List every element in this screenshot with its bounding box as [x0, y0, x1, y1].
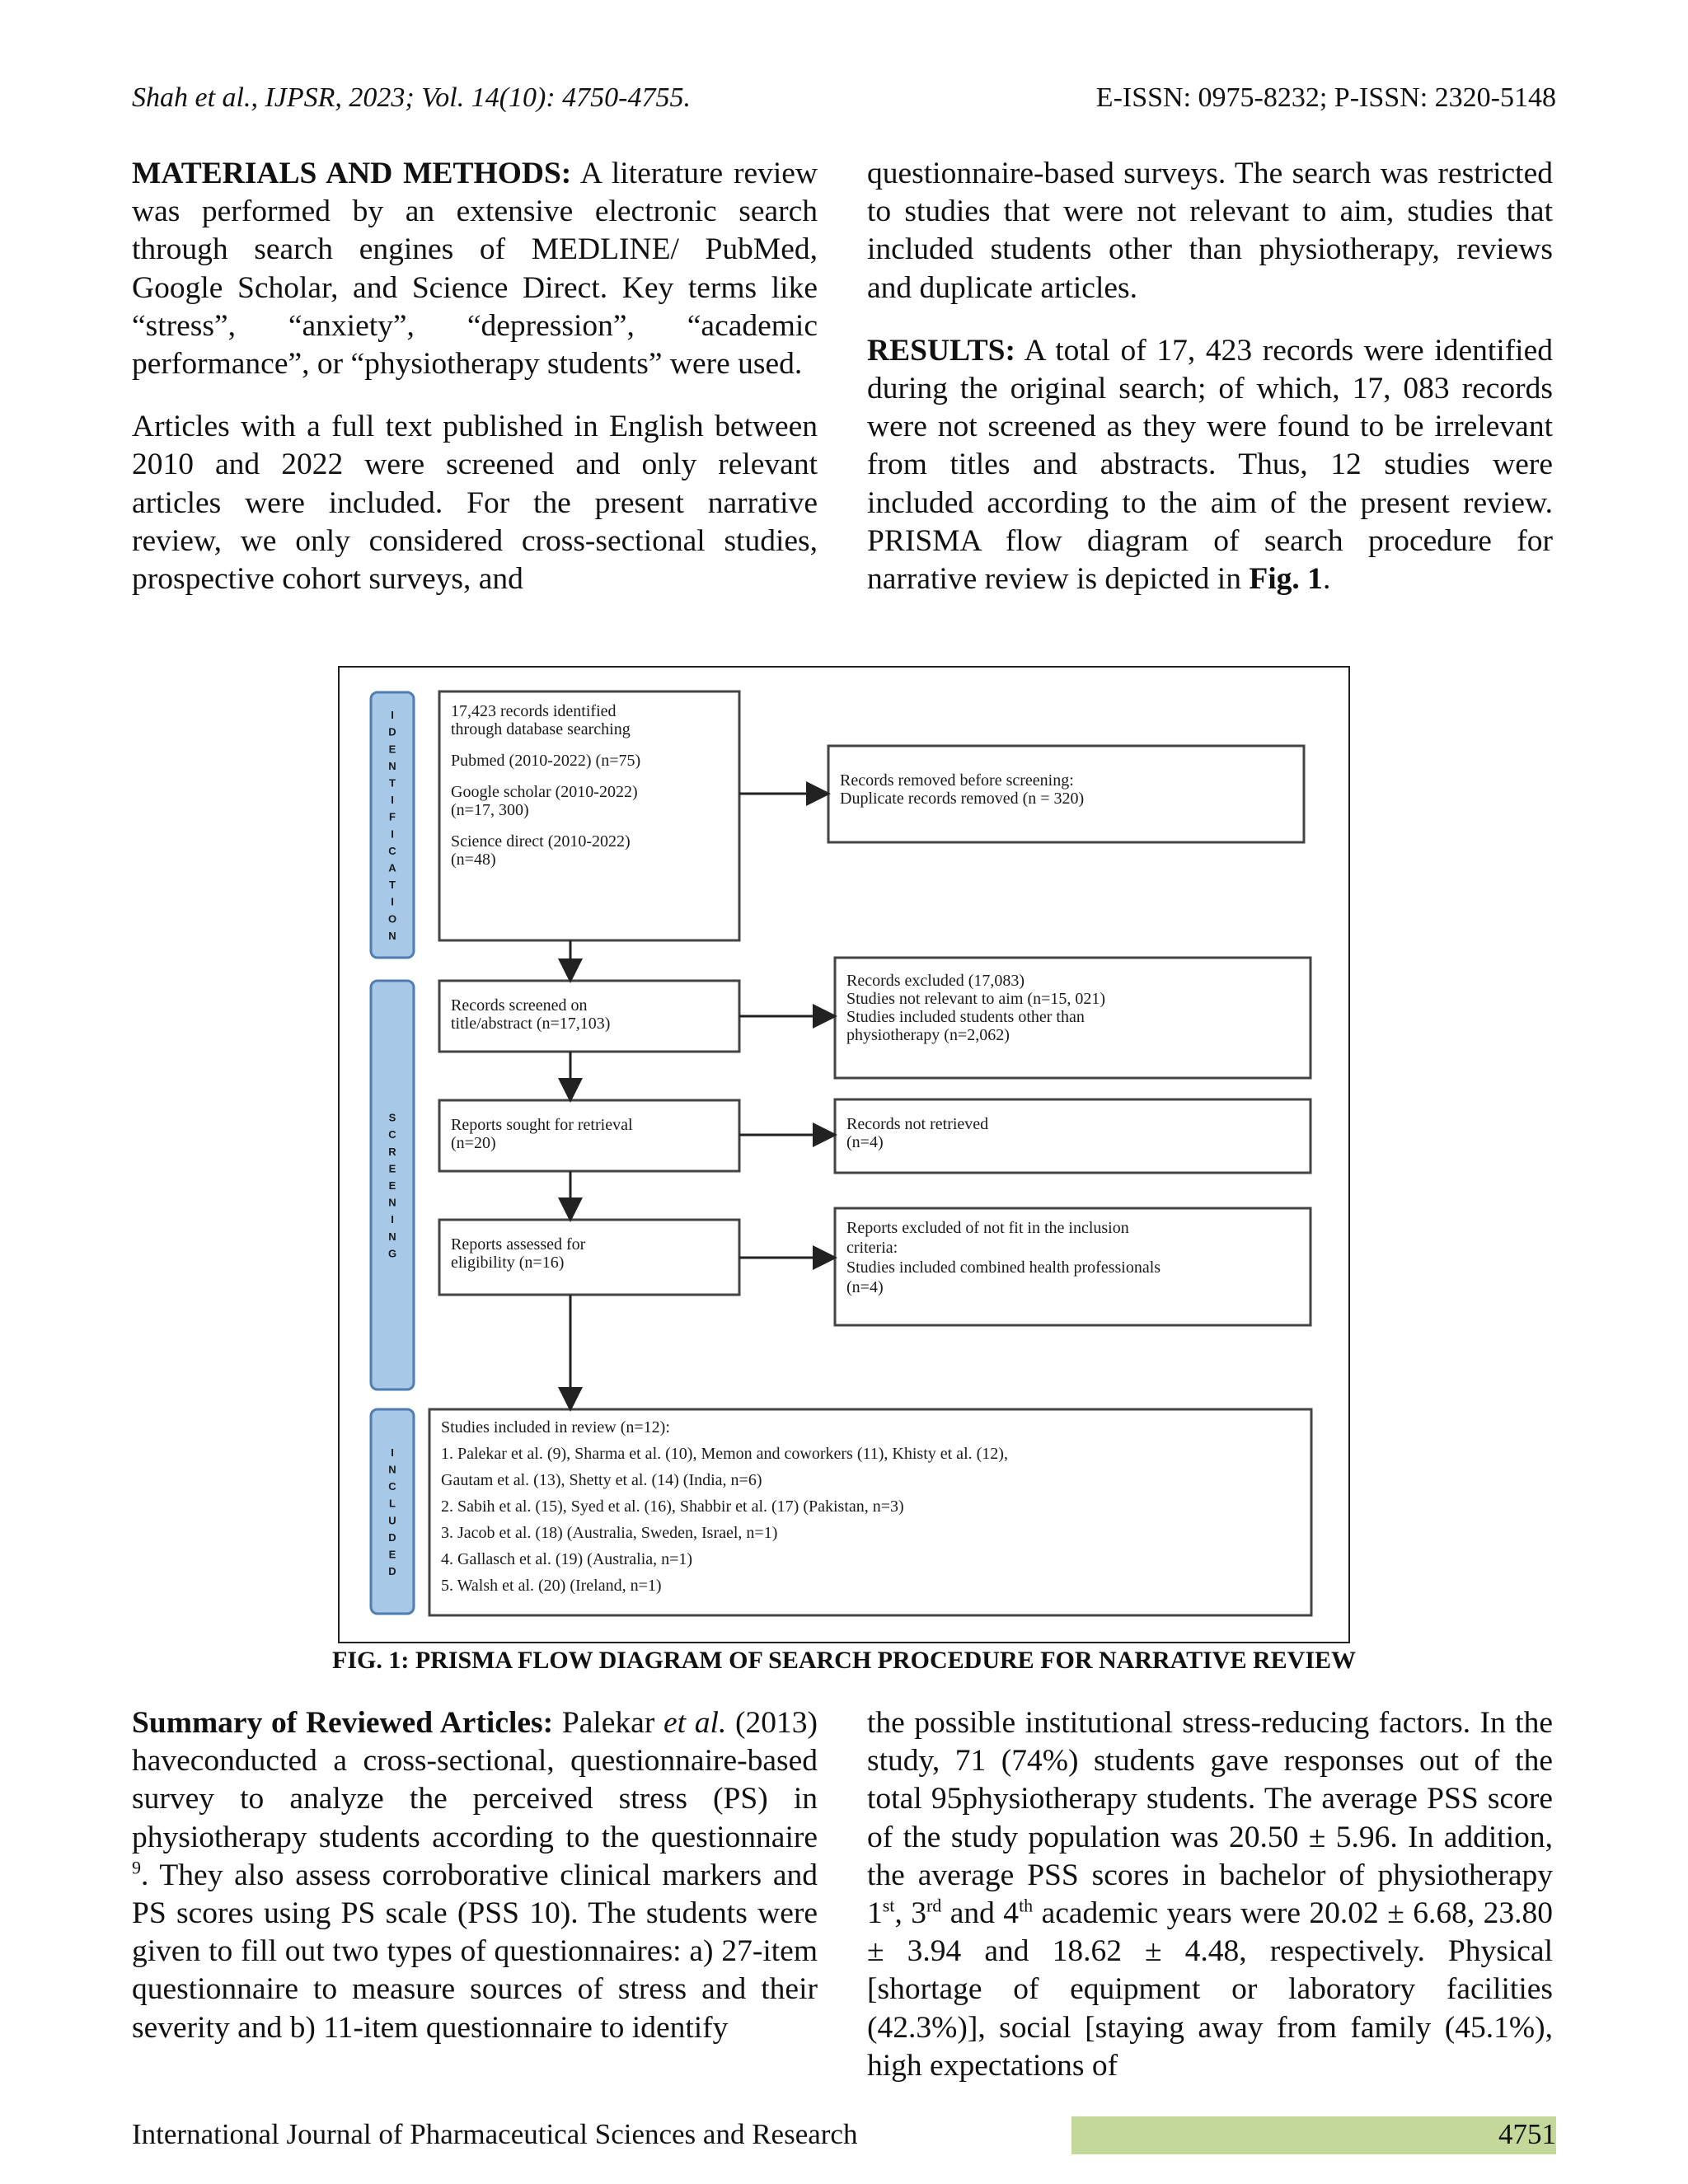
left-column-2	[132, 1704, 818, 2072]
side-label-identification	[371, 692, 414, 958]
box-records-screened-line: title/abstract (n=17,103)	[451, 1015, 611, 1033]
box-records-excluded	[835, 958, 1311, 1078]
summary-text-2: (2013) haveconducted a cross-sectional, questionnaire-based survey to analyze the perceived stress (PS) in physiotherapy students according to the questionnaire	[132, 1706, 818, 1854]
box-records-screened-line: Records screened on	[451, 996, 588, 1015]
box-records-identified-line: 17,423 records identified	[451, 702, 617, 720]
side-label-letter: E	[388, 743, 396, 756]
figure-reference: Fig. 1	[1249, 562, 1323, 597]
box-reports-sought-line: (n=20)	[451, 1134, 496, 1152]
running-header-issn: E-ISSN: 0975-8232; P-ISSN: 2320-5148	[1095, 82, 1556, 113]
box-reports-assessed-line: eligibility (n=16)	[451, 1254, 565, 1272]
side-label-letter: R	[388, 1145, 396, 1158]
box-records-identified-line: (n=17, 300)	[451, 801, 529, 819]
box-records-not-retrieved-line: Records not retrieved	[846, 1115, 989, 1133]
box-studies-included-line: 4. Gallasch et al. (19) (Australia, n=1)	[441, 1550, 693, 1568]
side-label-letter: U	[388, 1514, 396, 1527]
box-reports-assessed	[439, 1220, 739, 1295]
box-records-identified-line: Science direct (2010-2022)	[451, 832, 631, 851]
box-records-excluded-line: physiotherapy (n=2,062)	[846, 1026, 1010, 1044]
side-label-letter: D	[388, 1565, 396, 1578]
side-label-letter: N	[388, 1230, 396, 1243]
side-label-letter: E	[388, 1548, 396, 1561]
box-studies-included-line: 1. Palekar et al. (9), Sharma et al. (10), Memon and coworkers (11), Khisty et al. (12),	[441, 1445, 1008, 1463]
side-label-letter: D	[388, 725, 396, 738]
articles-paragraph: Articles with a full text published in English between 2010 and 2022 were screened and only relevant articles were included. For the present narrative review, we only considered cross-sectional studies, prospective cohort surveys, and	[132, 410, 818, 597]
page-number: 4751	[1498, 2118, 1556, 2150]
continuation-paragraph: questionnaire-based surveys. The search was restricted to studies that were not relevant to aim, studies that included students other than physiotherapy, reviews and duplicate articles.	[867, 157, 1553, 305]
summary-text-1: Palekar	[553, 1706, 664, 1740]
summary-ref: 9	[132, 1857, 141, 1878]
box-reports-sought	[439, 1100, 739, 1171]
box-studies-included-line: Studies included in review (n=12):	[441, 1418, 670, 1436]
box-studies-included	[429, 1409, 1311, 1615]
side-label-letter: D	[388, 1530, 396, 1544]
summary-heading: Summary of Reviewed Articles:	[132, 1706, 554, 1740]
box-records-excluded-line: Studies not relevant to aim (n=15, 021)	[846, 990, 1106, 1008]
prisma-figure	[338, 666, 1350, 1643]
side-label-letter: S	[388, 1111, 396, 1124]
side-label-letter: G	[387, 1247, 397, 1260]
box-records-removed-line: Records removed before screening:	[840, 771, 1074, 790]
box-reports-excluded-criteria-line: Reports excluded of not fit in the inclusion	[846, 1219, 1129, 1237]
box-reports-assessed-line: Reports assessed for	[451, 1235, 586, 1254]
side-label-letter: T	[389, 776, 396, 790]
side-label-letter: I	[391, 827, 394, 841]
box-reports-excluded-criteria	[835, 1208, 1311, 1325]
results-text-1: A total of 17, 423 records were identified during the original search; of which, 17, 083 records were not screened as they were found to be irrelevant from titles and abstracts. Thus, 12 studies were included according to the aim of the present review. PRISMA flow diagram of search procedure for narrative review is depicted in	[867, 333, 1553, 597]
side-label-letter: I	[391, 794, 394, 807]
running-header-citation: Shah et al., IJPSR, 2023; Vol. 14(10): 4750-4755.	[132, 82, 691, 113]
side-label-letter: C	[388, 1128, 396, 1141]
left-column	[132, 155, 818, 623]
box-records-removed-line: Duplicate records removed (n = 320)	[840, 790, 1085, 808]
side-label-letter: O	[387, 912, 397, 926]
box-records-excluded-line: Studies included students other than	[846, 1008, 1085, 1026]
side-label-letter: L	[389, 1497, 396, 1510]
box-records-not-retrieved	[835, 1099, 1311, 1173]
side-label-letter: T	[389, 879, 396, 892]
figure-caption: FIG. 1: PRISMA FLOW DIAGRAM OF SEARCH PROCEDURE FOR NARRATIVE REVIEW	[332, 1647, 1356, 1674]
summary-etal: et al.	[663, 1706, 727, 1740]
pss-text-4: academic years were 20.02 ± 6.68, 23.80 ± 3.94 and 18.62 ± 4.48, respectively. Physical [shortage of equipment or laboratory facilities (42.3%)], social [staying away from family (45.1%), high expectations of	[867, 1896, 1553, 2083]
side-label-included	[371, 1409, 414, 1614]
methods-heading: MATERIALS AND METHODS:	[132, 157, 572, 190]
side-label-letter: E	[388, 1162, 396, 1175]
box-records-identified	[439, 691, 739, 940]
results-paragraph	[867, 332, 1553, 598]
footer-bar	[1071, 2116, 1556, 2154]
pss-paragraph	[867, 1704, 1553, 2085]
box-studies-included-line: 3. Jacob et al. (18) (Australia, Sweden, Israel, n=1)	[441, 1524, 778, 1542]
box-reports-sought-line: Reports sought for retrieval	[451, 1116, 633, 1134]
box-records-identified-line: Pubmed (2010-2022) (n=75)	[451, 752, 641, 770]
side-label-letter: I	[391, 1213, 394, 1226]
side-label-letter: N	[388, 759, 396, 772]
box-records-not-retrieved-line: (n=4)	[846, 1133, 884, 1151]
box-records-excluded-line: Records excluded (17,083)	[846, 972, 1025, 990]
side-label-letter: N	[388, 1196, 396, 1209]
footer-journal: International Journal of Pharmaceutical Sciences and Research	[132, 2118, 858, 2150]
box-studies-included-line: 5. Walsh et al. (20) (Ireland, n=1)	[441, 1577, 662, 1595]
side-label-letter: E	[388, 1179, 396, 1192]
box-reports-excluded-criteria-line: Studies included combined health professionals	[846, 1258, 1161, 1277]
side-label-letter: I	[391, 709, 394, 722]
pss-sup-1: st	[882, 1895, 895, 1916]
side-label-letter: A	[388, 861, 396, 874]
side-label-letter: N	[388, 929, 396, 942]
methods-text: A literature review was performed by an extensive electronic search through search engines of MEDLINE/ PubMed, Google Scholar, and Science Direct. Key terms like “stress”, “anxiety”, “depression”, “academic performance”, or “physiotherapy students” were used.	[132, 157, 818, 382]
box-records-identified-line: (n=48)	[451, 851, 496, 869]
right-column	[867, 155, 1553, 623]
pss-sup-2: rd	[926, 1895, 942, 1916]
summary-text-3: . They also assess corroborative clinical markers and PS scores using PS scale (PSS 10). The students were given to fill out two types of questionnaires: a) 27-item questionnaire to measure sources of stress and their severity and b) 11-item questionnaire to identify	[132, 1858, 818, 2045]
box-records-identified-line: Google scholar (2010-2022)	[451, 783, 638, 801]
pss-sup-3: th	[1019, 1895, 1034, 1916]
methods-paragraph	[132, 155, 818, 383]
pss-text-1: the possible institutional stress-reducing factors. In the study, 71 (74%) students gave responses out of the total 95physiotherapy students. The average PSS score of the study population was 20.50 ± 5.96. In addition, the average PSS scores in bachelor of physiotherapy 1	[867, 1706, 1553, 1931]
results-text-2: .	[1322, 562, 1331, 597]
box-records-identified-line: through database searching	[451, 720, 631, 738]
pss-text-3: and 4	[941, 1896, 1020, 1931]
side-label-letter: C	[388, 1480, 396, 1493]
box-studies-included-line: 2. Sabih et al. (15), Syed et al. (16), Shabbir et al. (17) (Pakistan, n=3)	[441, 1497, 904, 1516]
box-records-screened	[439, 981, 739, 1052]
side-label-screening	[371, 981, 414, 1390]
right-column-2	[867, 1704, 1553, 2110]
side-label-letter: F	[389, 810, 396, 823]
prisma-flow-diagram	[340, 668, 1348, 1641]
box-reports-excluded-criteria-line: (n=4)	[846, 1278, 884, 1296]
results-heading: RESULTS:	[867, 333, 1015, 368]
side-label-letter: C	[388, 844, 396, 857]
pss-text-2: , 3	[894, 1896, 926, 1931]
summary-paragraph	[132, 1704, 818, 2047]
box-studies-included-line: Gautam et al. (13), Shetty et al. (14) (India, n=6)	[441, 1471, 762, 1489]
box-records-removed	[828, 746, 1304, 842]
side-label-letter: I	[391, 1446, 394, 1459]
side-label-letter: N	[388, 1463, 396, 1476]
box-reports-excluded-criteria-line: criteria:	[846, 1239, 898, 1257]
side-label-letter: I	[391, 895, 394, 908]
